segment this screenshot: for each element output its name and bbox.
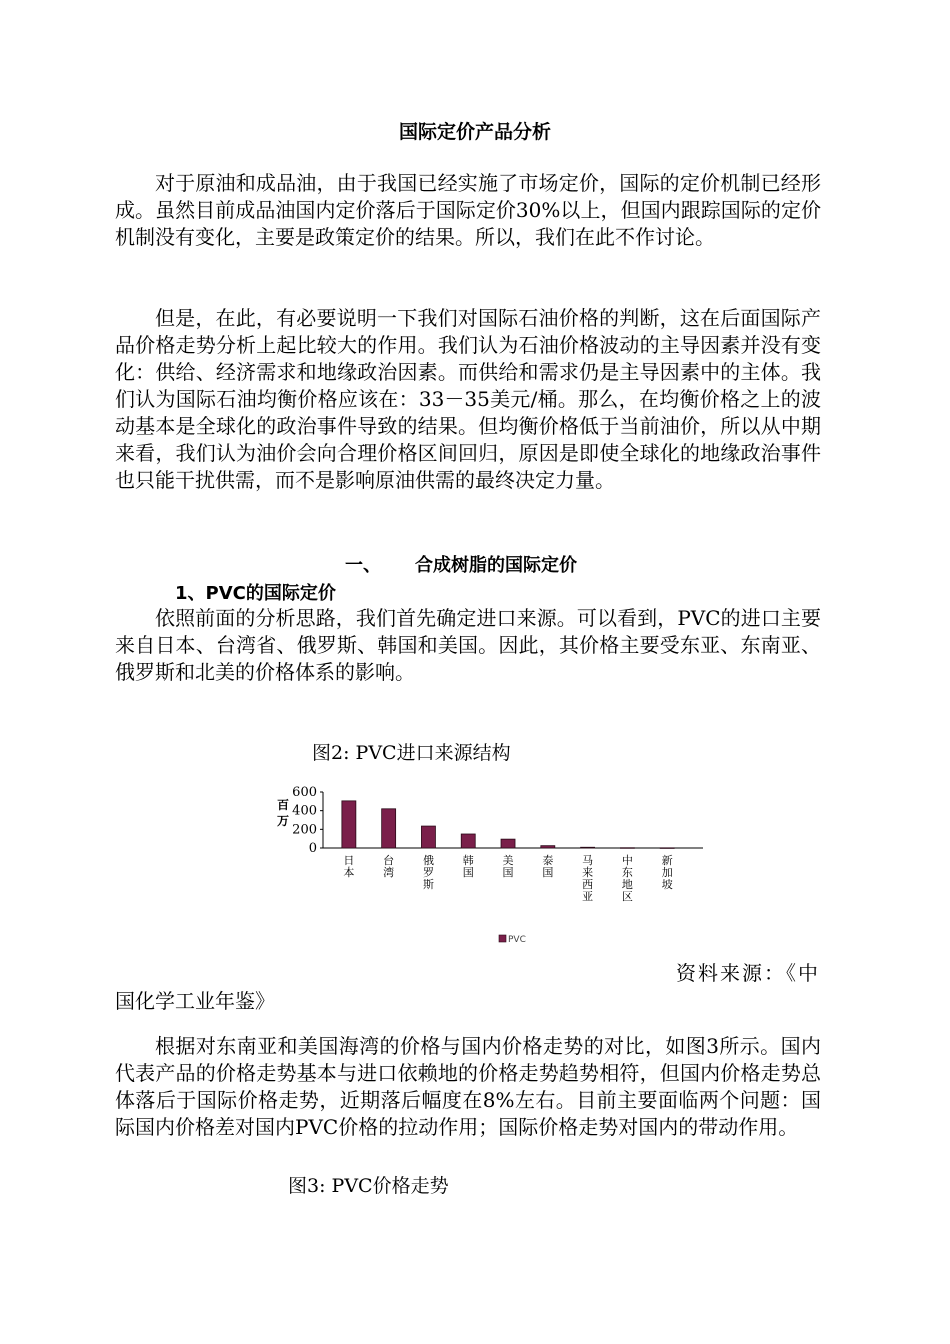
category-label: 西 [582,878,594,891]
bar-9 [660,848,674,849]
category-labels [343,853,672,903]
pvc-import-chart [265,780,715,950]
bars [342,801,674,849]
y-tick-label: 0 [308,841,317,856]
category-label: 国 [502,866,514,879]
bar-8 [620,848,634,849]
category-label: 东 [621,866,633,879]
paragraph-pvc-import: 依照前面的分析思路，我们首先确定进口来源。可以看到，PVC的进口主要来自日本、台湾省、俄罗斯、韩国和美国。因此，其价格主要受东亚、东南亚、俄罗斯和北美的价格体系的影响。 [115,606,821,684]
y-unit-label: 万 [277,814,290,828]
source-note-line2: 国化学工业年鉴》 [115,989,275,1013]
category-label: 国 [462,866,474,879]
source-note-line1: 资料来源：《中 [676,961,820,985]
bar-3 [421,826,435,848]
category-label: 来 [582,866,594,879]
bar-7 [581,847,595,848]
legend [499,935,526,945]
y-tick-label: 200 [292,822,317,838]
bar-5 [501,839,515,848]
category-label: 区 [621,890,633,903]
y-axis [277,785,703,856]
bar-4 [461,834,475,848]
category-label: 国 [542,866,554,879]
subsection-heading: 1、PVC的国际定价 [175,583,336,604]
category-label: 本 [343,866,355,879]
category-label: 亚 [582,890,594,903]
category-label: 新 [661,854,673,867]
category-label: 美 [502,854,514,867]
paragraph-crude-oil: 对于原油和成品油，由于我国已经实施了市场定价，国际的定价机制已经形成。虽然目前成品油国内定价落后于国际定价30%以上，但国内跟踪国际的定价机制没有变化，主要是政策定价的结果。所以，我们在此不作讨论。 [115,171,821,249]
bar-6 [541,846,555,848]
category-label: 坡 [661,878,673,891]
legend-label: PVC [508,935,526,945]
legend-swatch [499,935,506,942]
section-heading-number: 一、 [345,555,381,576]
y-tick-label: 400 [292,803,317,819]
figure2-caption: 图2: PVC进口来源结构 [312,742,511,764]
category-label: 罗 [422,866,434,879]
paragraph-price-trend: 根据对东南亚和美国海湾的价格与国内价格走势的对比，如图3所示。国内代表产品的价格走势基本与进口依赖地的价格走势趋势相符，但国内价格走势总体落后于国际价格走势，近期落后幅度在8%左右。目前主要面临两个问题：国际国内价格差对国内PVC价格的拉动作用；国际价格走势对国内的带动作用。 [115,1034,821,1139]
bar-2 [382,809,396,848]
document-title: 国际定价产品分析 [398,121,551,143]
y-tick-label: 600 [292,785,317,800]
category-label: 斯 [422,878,434,891]
figure3-caption: 图3: PVC价格走势 [288,1175,449,1197]
category-label: 泰 [542,854,554,867]
category-label: 湾 [383,866,395,879]
category-label: 地 [621,878,633,891]
section-heading-text: 合成树脂的国际定价 [415,555,577,576]
y-unit-label: 百 [277,798,290,812]
category-label: 台 [383,854,395,867]
category-label: 俄 [422,854,434,867]
bar-1 [342,801,356,848]
category-label: 马 [582,854,594,867]
category-label: 加 [661,866,673,879]
category-label: 中 [621,854,633,867]
paragraph-oil-price: 但是，在此，有必要说明一下我们对国际石油价格的判断，这在后面国际产品价格走势分析上起比较大的作用。我们认为石油价格波动的主导因素并没有变化：供给、经济需求和地缘政治因素。而供给和需求仍是主导因素中的主体。我们认为国际石油均衡价格应该在：33－35美元/桶。那么，在均衡价格之上的波动基本是全球化的政治事件导致的结果。但均衡价格低于当前油价，所以从中期来看，我们认为油价会向合理价格区间回归，原因是即使全球化的地缘政治事件也只能干扰供需，而不是影响原油供需的最终决定力量。 [115,306,821,492]
category-label: 日 [343,854,355,867]
category-label: 韩 [462,854,474,867]
